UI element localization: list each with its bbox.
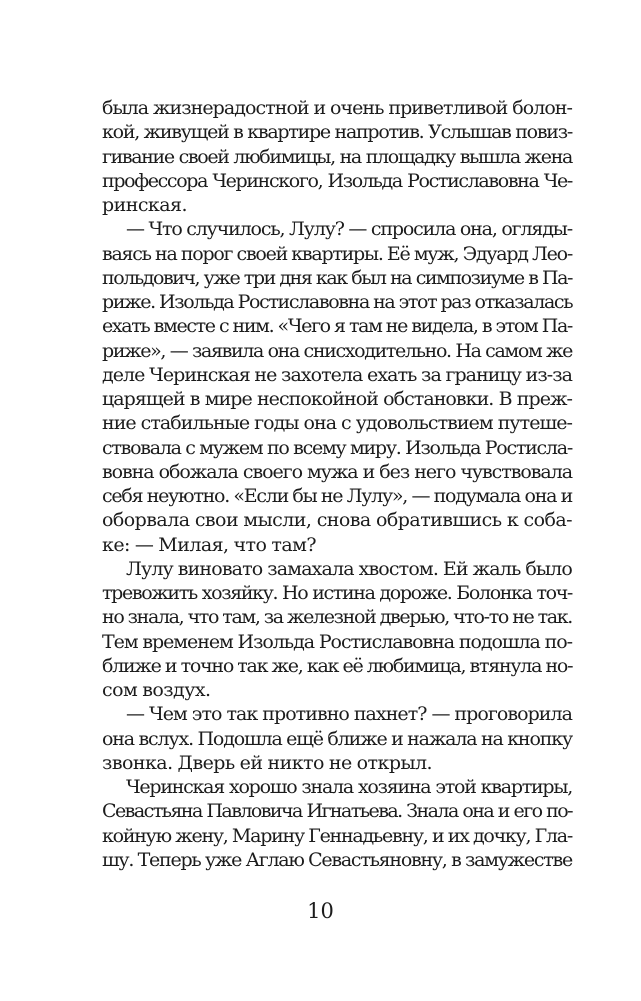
- text-line: она вслух. Подошла ещё ближе и нажала на кнопку: [102, 727, 572, 750]
- text-line: Тем временем Изольда Ростиславовна подошла по-: [102, 630, 572, 653]
- text-line: тревожить хозяйку. Но истина дороже. Болонка точ-: [102, 582, 572, 604]
- text-line: койную жену, Марину Геннадьевну, и их дочку, Гла-: [102, 824, 572, 847]
- text-line: вовна обожала своего мужа и без него чувствовала: [102, 460, 572, 483]
- page-number: 10: [307, 899, 334, 923]
- text-line: ринская.: [102, 194, 187, 216]
- text-line: профессора Черинского, Изольда Ростиславовна Че-: [102, 169, 572, 192]
- text-line: риже. Изольда Ростиславовна на этот раз отказалась: [102, 291, 573, 313]
- text-line: ехать вместе с ним. «Чего я там не видела, в этом Па-: [102, 315, 572, 338]
- text-line: риже», — заявила она снисходительно. На самом же: [102, 339, 572, 362]
- text-line: ке: — Милая, что там?: [102, 533, 316, 556]
- text-line: шу. Теперь уже Аглаю Севастьяновну, в замужестве: [102, 848, 572, 871]
- text-line: царящей в мире неспокойной обстановки. В преж-: [102, 388, 572, 410]
- text-line: деле Черинская не захотела ехать за границу из-за: [102, 363, 572, 386]
- text-line: была жизнерадостной и очень приветливой болон-: [102, 97, 572, 119]
- text-line: ствовала с мужем по всему миру. Изольда Ростисла-: [102, 436, 572, 459]
- text-line: гивание своей любимицы, на площадку вышла жена: [102, 145, 572, 168]
- text-line: кой, живущей в квартире напротив. Услышав повиз-: [102, 121, 572, 144]
- text-line: сом воздух.: [102, 679, 211, 701]
- text-line: оборвала свои мысли, снова обратившись к соба-: [102, 509, 572, 532]
- text-line: Черинская хорошо знала хозяина этой квартиры,: [126, 776, 572, 798]
- text-line: себя неуютно. «Если бы не Лулу», — подумала она и: [102, 485, 572, 507]
- text-line: Лулу виновато замахала хвостом. Ей жаль было: [126, 557, 572, 580]
- text-line: ние стабильные годы она с удовольствием путеше-: [102, 412, 572, 435]
- text-line: ближе и точно так же, как её любимица, втянула но-: [102, 654, 573, 677]
- text-line: ваясь на порог своей квартиры. Её муж, Эдуард Лео-: [102, 242, 572, 265]
- text-line: — Что случилось, Лулу? — спросила она, огляды-: [126, 218, 572, 241]
- body-text: [102, 96, 572, 872]
- text-line: но знала, что там, за железной дверью, что-то не так.: [102, 606, 572, 629]
- text-line: звонка. Дверь ей никто не открыл.: [102, 751, 433, 774]
- text-line: польдович, уже три дня как был на симпозиуме в Па-: [102, 266, 572, 289]
- text-line: Севастьяна Павловича Игнатьева. Знала она и его по-: [102, 800, 572, 823]
- text-line: — Чем это так противно пахнет? — проговорила: [126, 703, 572, 726]
